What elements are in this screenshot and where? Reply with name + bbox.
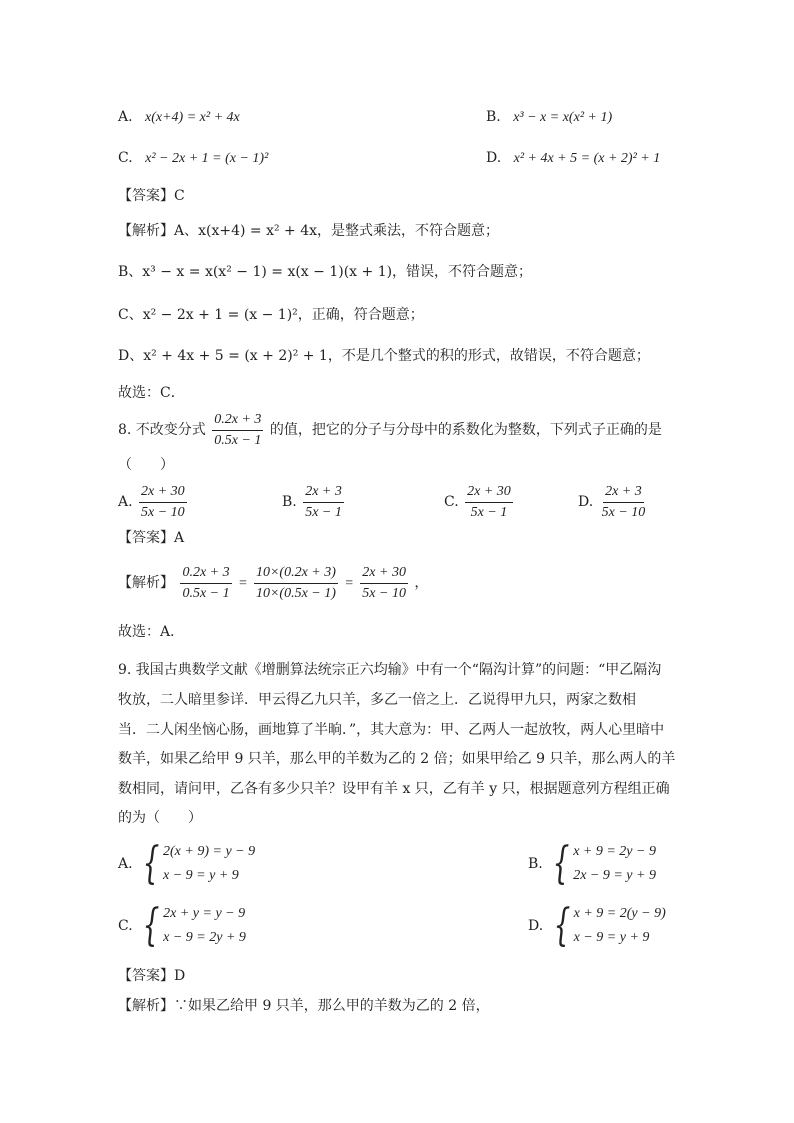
q7-conclusion: 故选：C． <box>118 385 185 401</box>
option-expression: x² + 4x + 5 = (x + 2)² + 1 <box>513 151 661 166</box>
equation-row: x + 9 = 2(y − 9) <box>573 906 666 921</box>
fraction-numerator: 10×(0.2x + 3) <box>254 564 338 584</box>
option-label: A. <box>118 109 133 125</box>
option-label: D. <box>486 150 502 166</box>
q9-option-b <box>528 840 656 888</box>
left-brace-icon: { <box>142 838 160 889</box>
equation-system <box>547 840 656 888</box>
option-fraction <box>600 483 648 522</box>
analysis-fraction-2 <box>254 564 338 603</box>
fraction-denominator: 5x − 10 <box>141 504 185 520</box>
fraction-denominator: 0.5x − 1 <box>214 432 262 448</box>
q8-option-a <box>118 482 189 522</box>
analysis-end: ， <box>414 575 429 591</box>
option-label: C. <box>118 918 133 934</box>
q9-option-d <box>528 902 666 950</box>
q8-option-b <box>282 482 346 522</box>
q9-option-a <box>118 840 255 888</box>
q8-stem-pre: 8. 不改变分式 <box>118 422 206 438</box>
q7-analysis-c: C、x² − 2x + 1 = (x − 1)²，正确，符合题意； <box>118 307 424 323</box>
q9-stem-line-5: 数相同，请问甲，乙各有多少只羊？设甲有羊 x 只，乙有羊 y 只，根据题意列方程组正确 <box>118 781 670 797</box>
option-label: C. <box>118 150 133 166</box>
equals-sign: = <box>238 576 248 591</box>
q8-stem-fraction <box>212 411 263 450</box>
left-brace-icon: { <box>142 900 160 951</box>
fraction-denominator: 0.5x − 1 <box>182 585 230 601</box>
fraction-numerator: 0.2x + 3 <box>212 411 263 431</box>
q9-stem-line-6: 的为（ ） <box>118 810 202 826</box>
q7-analysis-a: 【解析】A、x(x+4) = x² + 4x，是整式乘法，不符合题意； <box>118 223 500 239</box>
left-brace-icon: { <box>552 838 570 889</box>
q8-analysis <box>118 563 428 604</box>
q7-option-c <box>118 148 268 169</box>
option-label: C. <box>444 494 459 510</box>
analysis-fraction-3 <box>360 564 408 603</box>
option-fraction <box>303 483 344 522</box>
fraction-numerator: 0.2x + 3 <box>180 564 231 584</box>
option-label: D. <box>528 918 544 934</box>
equation-system <box>137 902 246 950</box>
equation-row: x − 9 = 2y + 9 <box>163 930 246 945</box>
equation-system <box>137 840 255 888</box>
equation-row: x − 9 = y + 9 <box>573 930 650 945</box>
analysis-label: 【解析】 <box>118 575 174 591</box>
equation-row: 2(x + 9) = y − 9 <box>163 844 256 859</box>
option-label: B. <box>528 856 543 872</box>
q9-answer: 【答案】D <box>118 968 186 984</box>
fraction-numerator: 2x + 30 <box>465 483 513 503</box>
option-fraction <box>465 483 513 522</box>
q8-stem-post: 的值，把它的分子与分母中的系数化为整数，下列式子正确的是 <box>269 422 662 438</box>
equation-row: x − 9 = y + 9 <box>163 868 239 883</box>
q7-option-a <box>118 107 240 128</box>
option-label: B. <box>282 494 297 510</box>
option-expression: x(x+4) = x² + 4x <box>145 110 240 125</box>
fraction-denominator: 5x − 10 <box>362 585 406 601</box>
q8-stem-paren: （ ） <box>118 457 174 473</box>
q8-option-d <box>578 482 649 522</box>
q9-stem-line-1: 9. 我国古典数学文献《增删算法统宗正六均输》中有一个“隔沟计算”的问题：“甲乙隔沟 <box>118 662 662 678</box>
q8-option-c <box>444 482 515 522</box>
fraction-numerator: 2x + 3 <box>303 483 344 503</box>
fraction-denominator: 5x − 10 <box>601 504 646 520</box>
q9-stem-line-3: 当．二人闲坐恼心肠，画地算了半晌．”，其大意为：甲、乙两人一起放牧，两人心里暗中 <box>118 722 665 738</box>
q9-option-c <box>118 902 246 950</box>
q9-stem-line-2: 牧放，二人暗里参详．甲云得乙九只羊，多乙一倍之上．乙说得甲九只，两家之数相 <box>118 692 636 708</box>
equation-row: 2x + y = y − 9 <box>163 906 246 921</box>
fraction-numerator: 2x + 30 <box>360 564 408 584</box>
analysis-fraction-1 <box>180 564 231 603</box>
q9-analysis: 【解析】∵如果乙给甲 9 只羊，那么甲的羊数为乙的 2 倍， <box>118 998 490 1014</box>
fraction-denominator: 10×(0.5x − 1) <box>255 585 336 601</box>
option-label: D. <box>578 494 594 510</box>
q8-conclusion: 故选：A． <box>118 624 185 640</box>
left-brace-icon: { <box>553 900 571 951</box>
q7-analysis-d: D、x² + 4x + 5 = (x + 2)² + 1，不是几个整式的积的形式，故错误，不符合题意； <box>118 348 650 364</box>
q7-answer: 【答案】C <box>118 188 185 204</box>
equation-system <box>548 902 666 950</box>
q8-stem <box>118 410 662 450</box>
option-fraction <box>139 483 187 522</box>
equals-sign: = <box>344 576 354 591</box>
fraction-numerator: 2x + 30 <box>139 483 187 503</box>
q8-answer: 【答案】A <box>118 530 185 546</box>
q9-stem-line-4: 数羊，如果乙给甲 9 只羊，那么甲的羊数为乙的 2 倍；如果甲给乙 9 只羊，那么两人的羊 <box>118 751 676 767</box>
option-label: A. <box>118 856 133 872</box>
equation-row: x + 9 = 2y − 9 <box>573 844 656 859</box>
q7-analysis-b: B、x³ − x = x(x² − 1) = x(x − 1)(x + 1)，错误，不符合题意； <box>118 264 533 280</box>
option-label: A. <box>118 494 133 510</box>
q7-option-b <box>486 107 612 128</box>
option-expression: x² − 2x + 1 = (x − 1)² <box>145 151 269 166</box>
equation-row: 2x − 9 = y + 9 <box>573 868 656 883</box>
fraction-denominator: 5x − 1 <box>470 504 508 520</box>
fraction-numerator: 2x + 3 <box>603 483 644 503</box>
option-expression: x³ − x = x(x² + 1) <box>513 110 613 125</box>
q7-option-d <box>486 148 660 169</box>
option-label: B. <box>486 109 501 125</box>
fraction-denominator: 5x − 1 <box>305 504 342 520</box>
